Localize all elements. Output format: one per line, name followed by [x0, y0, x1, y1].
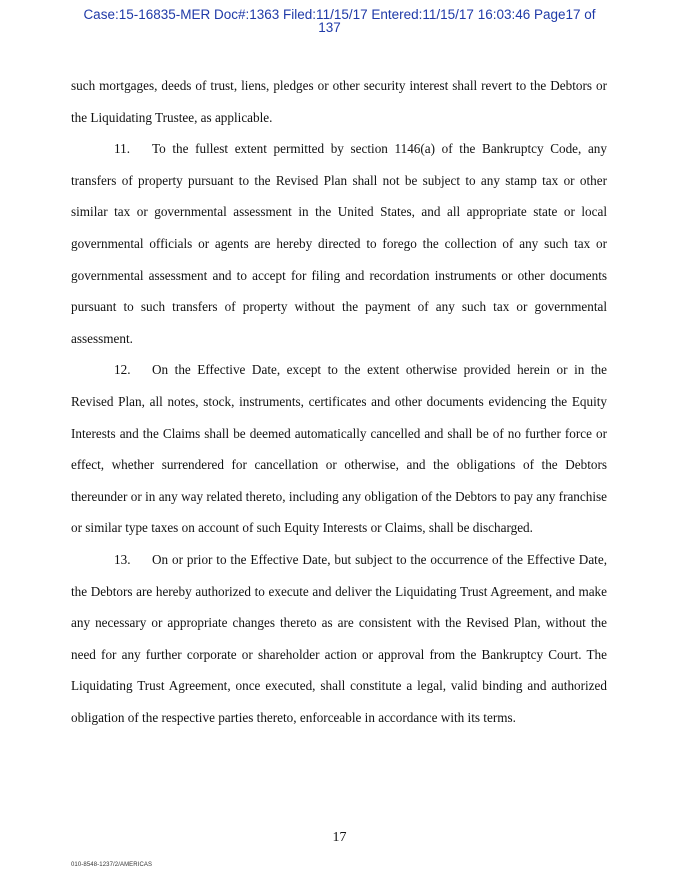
- document-code: 010-8548-1237/2/AMERICAS: [71, 862, 153, 868]
- paragraph-text: On or prior to the Effective Date, but subject to the occurrence of the Effective Date, the Debtors are hereby authorized to execute and deliver the Liquidating Trust Agreement, and make any necessary or appropriate changes thereto as are consistent with the Revised Plan, without the need for any further corporate or shareholder action or approval from the Bankruptcy Court. The Liquidating Trust Agreement, once executed, shall constitute a legal, valid binding and authorized obligation of the respective parties thereto, enforceable in accordance with its terms.: [71, 551, 607, 725]
- paragraph-number: 12.: [114, 362, 131, 378]
- paragraph-number: 11.: [114, 141, 130, 157]
- document-body: [71, 70, 607, 733]
- paragraph-12: [71, 354, 607, 544]
- paragraph-text: On the Effective Date, except to the extent otherwise provided herein or in the Revised Plan, all notes, stock, instruments, certificates and other documents evidencing the Equity Interests and the Claims shall be deemed automatically cancelled and shall be of no further force or effect, whether surrendered for cancellation or otherwise, and the obligations of the Debtors thereunder or in any way related thereto, including any obligation of the Debtors to pay any franchise or similar type taxes on account of such Equity Interests or Claims, shall be discharged.: [71, 362, 607, 536]
- case-header-line1: Case:15-16835-MER Doc#:1363 Filed:11/15/17 Entered:11/15/17 16:03:46 Page17 of: [83, 7, 596, 22]
- continuation-paragraph: such mortgages, deeds of trust, liens, pledges or other security interest shall revert to the Debtors or the Liquidating Trustee, as applicable.: [71, 78, 607, 125]
- paragraph-11: [71, 133, 607, 354]
- case-header-line2: 137: [318, 20, 341, 35]
- paragraph-text: To the fullest extent permitted by section 1146(a) of the Bankruptcy Code, any transfers of property pursuant to the Revised Plan shall not be subject to any stamp tax or other similar tax or governmental assessment in the United States, and all appropriate state or local governmental officials or agents are hereby directed to forego the collection of any such tax or governmental assessment and to accept for filing and recordation instruments or other documents pursuant to such transfers of property without the payment of any such tax or governmental assessment.: [71, 141, 607, 346]
- case-header: [0, 8, 679, 34]
- page-number: 17: [332, 830, 347, 845]
- paragraph-number: 13.: [114, 551, 131, 567]
- paragraph-13: [71, 544, 607, 734]
